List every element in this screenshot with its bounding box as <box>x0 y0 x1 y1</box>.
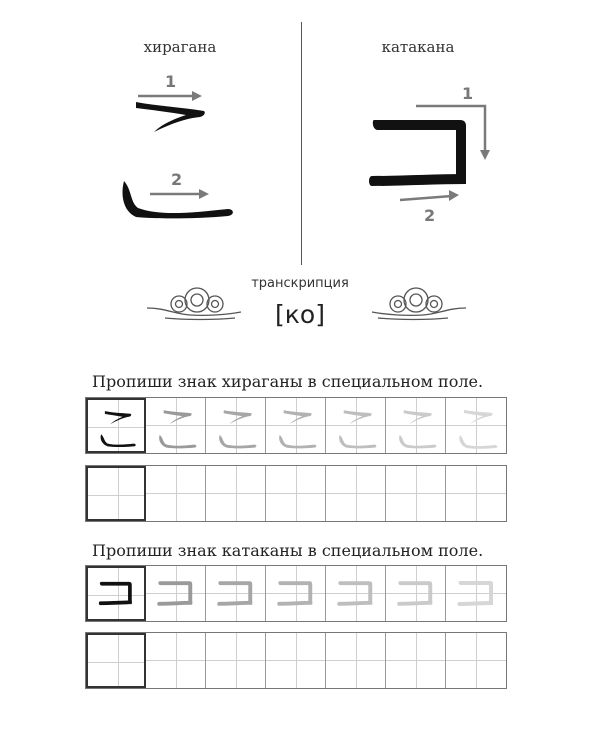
katakana-writing-cell[interactable] <box>146 633 206 688</box>
katakana-trace-glyph <box>446 566 506 621</box>
hiragana-trace-glyph <box>386 398 445 453</box>
katakana-trace-cell <box>86 566 146 621</box>
hiragana-writing-cell[interactable] <box>326 466 386 521</box>
hiragana-writing-cell[interactable] <box>86 466 146 521</box>
hiragana-trace-cell <box>266 398 326 453</box>
katakana-writing-cell[interactable] <box>206 633 266 688</box>
hiragana-writing-cell[interactable] <box>386 466 446 521</box>
column-divider <box>301 22 302 265</box>
katakana-trace-cell <box>326 566 386 621</box>
hiragana-trace-glyph <box>266 398 325 453</box>
hiragana-practice-grid[interactable] <box>85 465 507 522</box>
hiragana-writing-cell[interactable] <box>146 466 206 521</box>
hiragana-stroke-number-1: 1 <box>165 72 177 91</box>
katakana-writing-cell[interactable] <box>86 633 146 688</box>
stroke-1-arrow <box>138 91 202 101</box>
katakana-trace-glyph <box>326 566 385 621</box>
katakana-label: катакана <box>381 38 455 56</box>
hiragana-trace-cell <box>206 398 266 453</box>
hiragana-trace-glyph <box>146 398 205 453</box>
cloud-ornament-left-icon <box>145 282 245 324</box>
hiragana-trace-cell <box>386 398 446 453</box>
katakana-practice-grid[interactable] <box>85 632 507 689</box>
katakana-trace-cell <box>206 566 266 621</box>
hiragana-instruction: Пропиши знак хираганы в специальном поле. <box>92 372 484 391</box>
katakana-trace-cell <box>266 566 326 621</box>
hiragana-trace-glyph <box>206 398 265 453</box>
katakana-trace-glyph <box>206 566 265 621</box>
hiragana-trace-cell <box>86 398 146 453</box>
stroke-1-arrow <box>416 106 490 160</box>
hiragana-trace-glyph <box>88 400 144 451</box>
transcription-value: [ко] <box>275 300 325 329</box>
hiragana-stroke-number-2: 2 <box>171 170 183 189</box>
hiragana-trace-glyph <box>326 398 385 453</box>
katakana-instruction: Пропиши знак катаканы в специальном поле. <box>92 541 484 560</box>
stroke-2-arrow <box>400 190 459 201</box>
cloud-ornament-right-icon <box>368 282 468 324</box>
hiragana-label: хирагана <box>143 38 217 56</box>
katakana-trace-glyph <box>88 568 144 619</box>
katakana-stroke-number-1: 1 <box>462 84 474 103</box>
hiragana-ko-stroke-diagram <box>110 70 250 220</box>
hiragana-writing-cell[interactable] <box>446 466 506 521</box>
katakana-ko-glyph <box>369 120 466 186</box>
katakana-writing-cell[interactable] <box>326 633 386 688</box>
hiragana-writing-cell[interactable] <box>206 466 266 521</box>
katakana-stroke-number-2: 2 <box>424 206 436 225</box>
stroke-2-arrow <box>150 189 209 199</box>
hiragana-trace-cell <box>326 398 386 453</box>
katakana-trace-glyph <box>146 566 205 621</box>
hiragana-writing-cell[interactable] <box>266 466 326 521</box>
hiragana-ko-glyph <box>123 102 233 218</box>
katakana-trace-glyph <box>386 566 445 621</box>
katakana-writing-cell[interactable] <box>386 633 446 688</box>
hiragana-trace-grid <box>85 397 507 454</box>
katakana-trace-cell <box>386 566 446 621</box>
katakana-trace-grid <box>85 565 507 622</box>
katakana-writing-cell[interactable] <box>266 633 326 688</box>
hiragana-trace-cell <box>446 398 506 453</box>
transcription-label: транскрипция <box>251 276 349 291</box>
hiragana-trace-glyph <box>446 398 506 453</box>
katakana-writing-cell[interactable] <box>446 633 506 688</box>
katakana-trace-cell <box>446 566 506 621</box>
katakana-trace-cell <box>146 566 206 621</box>
katakana-trace-glyph <box>266 566 325 621</box>
hiragana-trace-cell <box>146 398 206 453</box>
